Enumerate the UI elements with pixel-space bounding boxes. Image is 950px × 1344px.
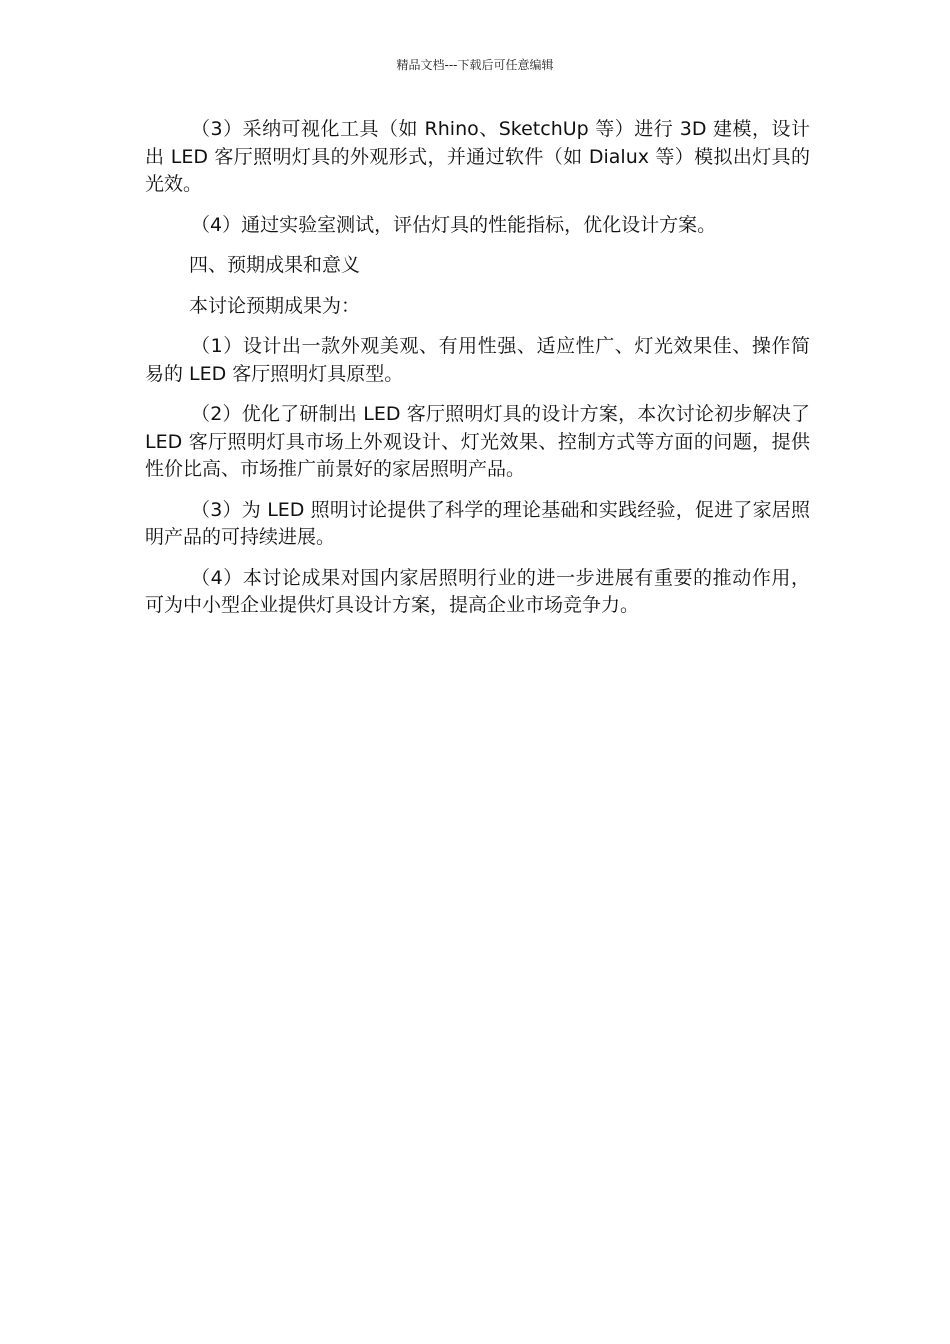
paragraph-step-4-testing: （4）通过实验室测试，评估灯具的性能指标，优化设计方案。 [191, 213, 717, 236]
section-heading-expected-results: 四、预期成果和意义 [189, 254, 361, 276]
paragraph-step-3-modeling: （3）采纳可视化工具（如 Rhino、SketchUp 等）进行 3D 建模，设计出 LED 客厅照明灯具的外观形式，并通过软件（如 Dialux 等）模拟出灯具的光效。 [145, 118, 810, 195]
page-header: 精品文档---下载后可任意编辑 [396, 58, 554, 72]
document-body [145, 116, 810, 633]
paragraph-results-intro: 本讨论预期成果为： [189, 294, 361, 317]
paragraph-result-2: （2）优化了研制出 LED 客厅照明灯具的设计方案，本次讨论初步解决了 LED 客厅照明灯具市场上外观设计、灯光效果、控制方式等方面的问题，提供性价比高、市场推广前景好的家居照明产品。 [145, 403, 810, 480]
paragraph-result-3: （3）为 LED 照明讨论提供了科学的理论基础和实践经验，促进了家居照明产品的可持续进展。 [145, 498, 810, 548]
paragraph-result-4: （4）本讨论成果对国内家居照明行业的进一步进展有重要的推动作用，可为中小型企业提供灯具设计方案，提高企业市场竞争力。 [145, 566, 810, 616]
paragraph-result-1: （1）设计出一款外观美观、有用性强、适应性广、灯光效果佳、操作简易的 LED 客厅照明灯具原型。 [145, 335, 810, 385]
